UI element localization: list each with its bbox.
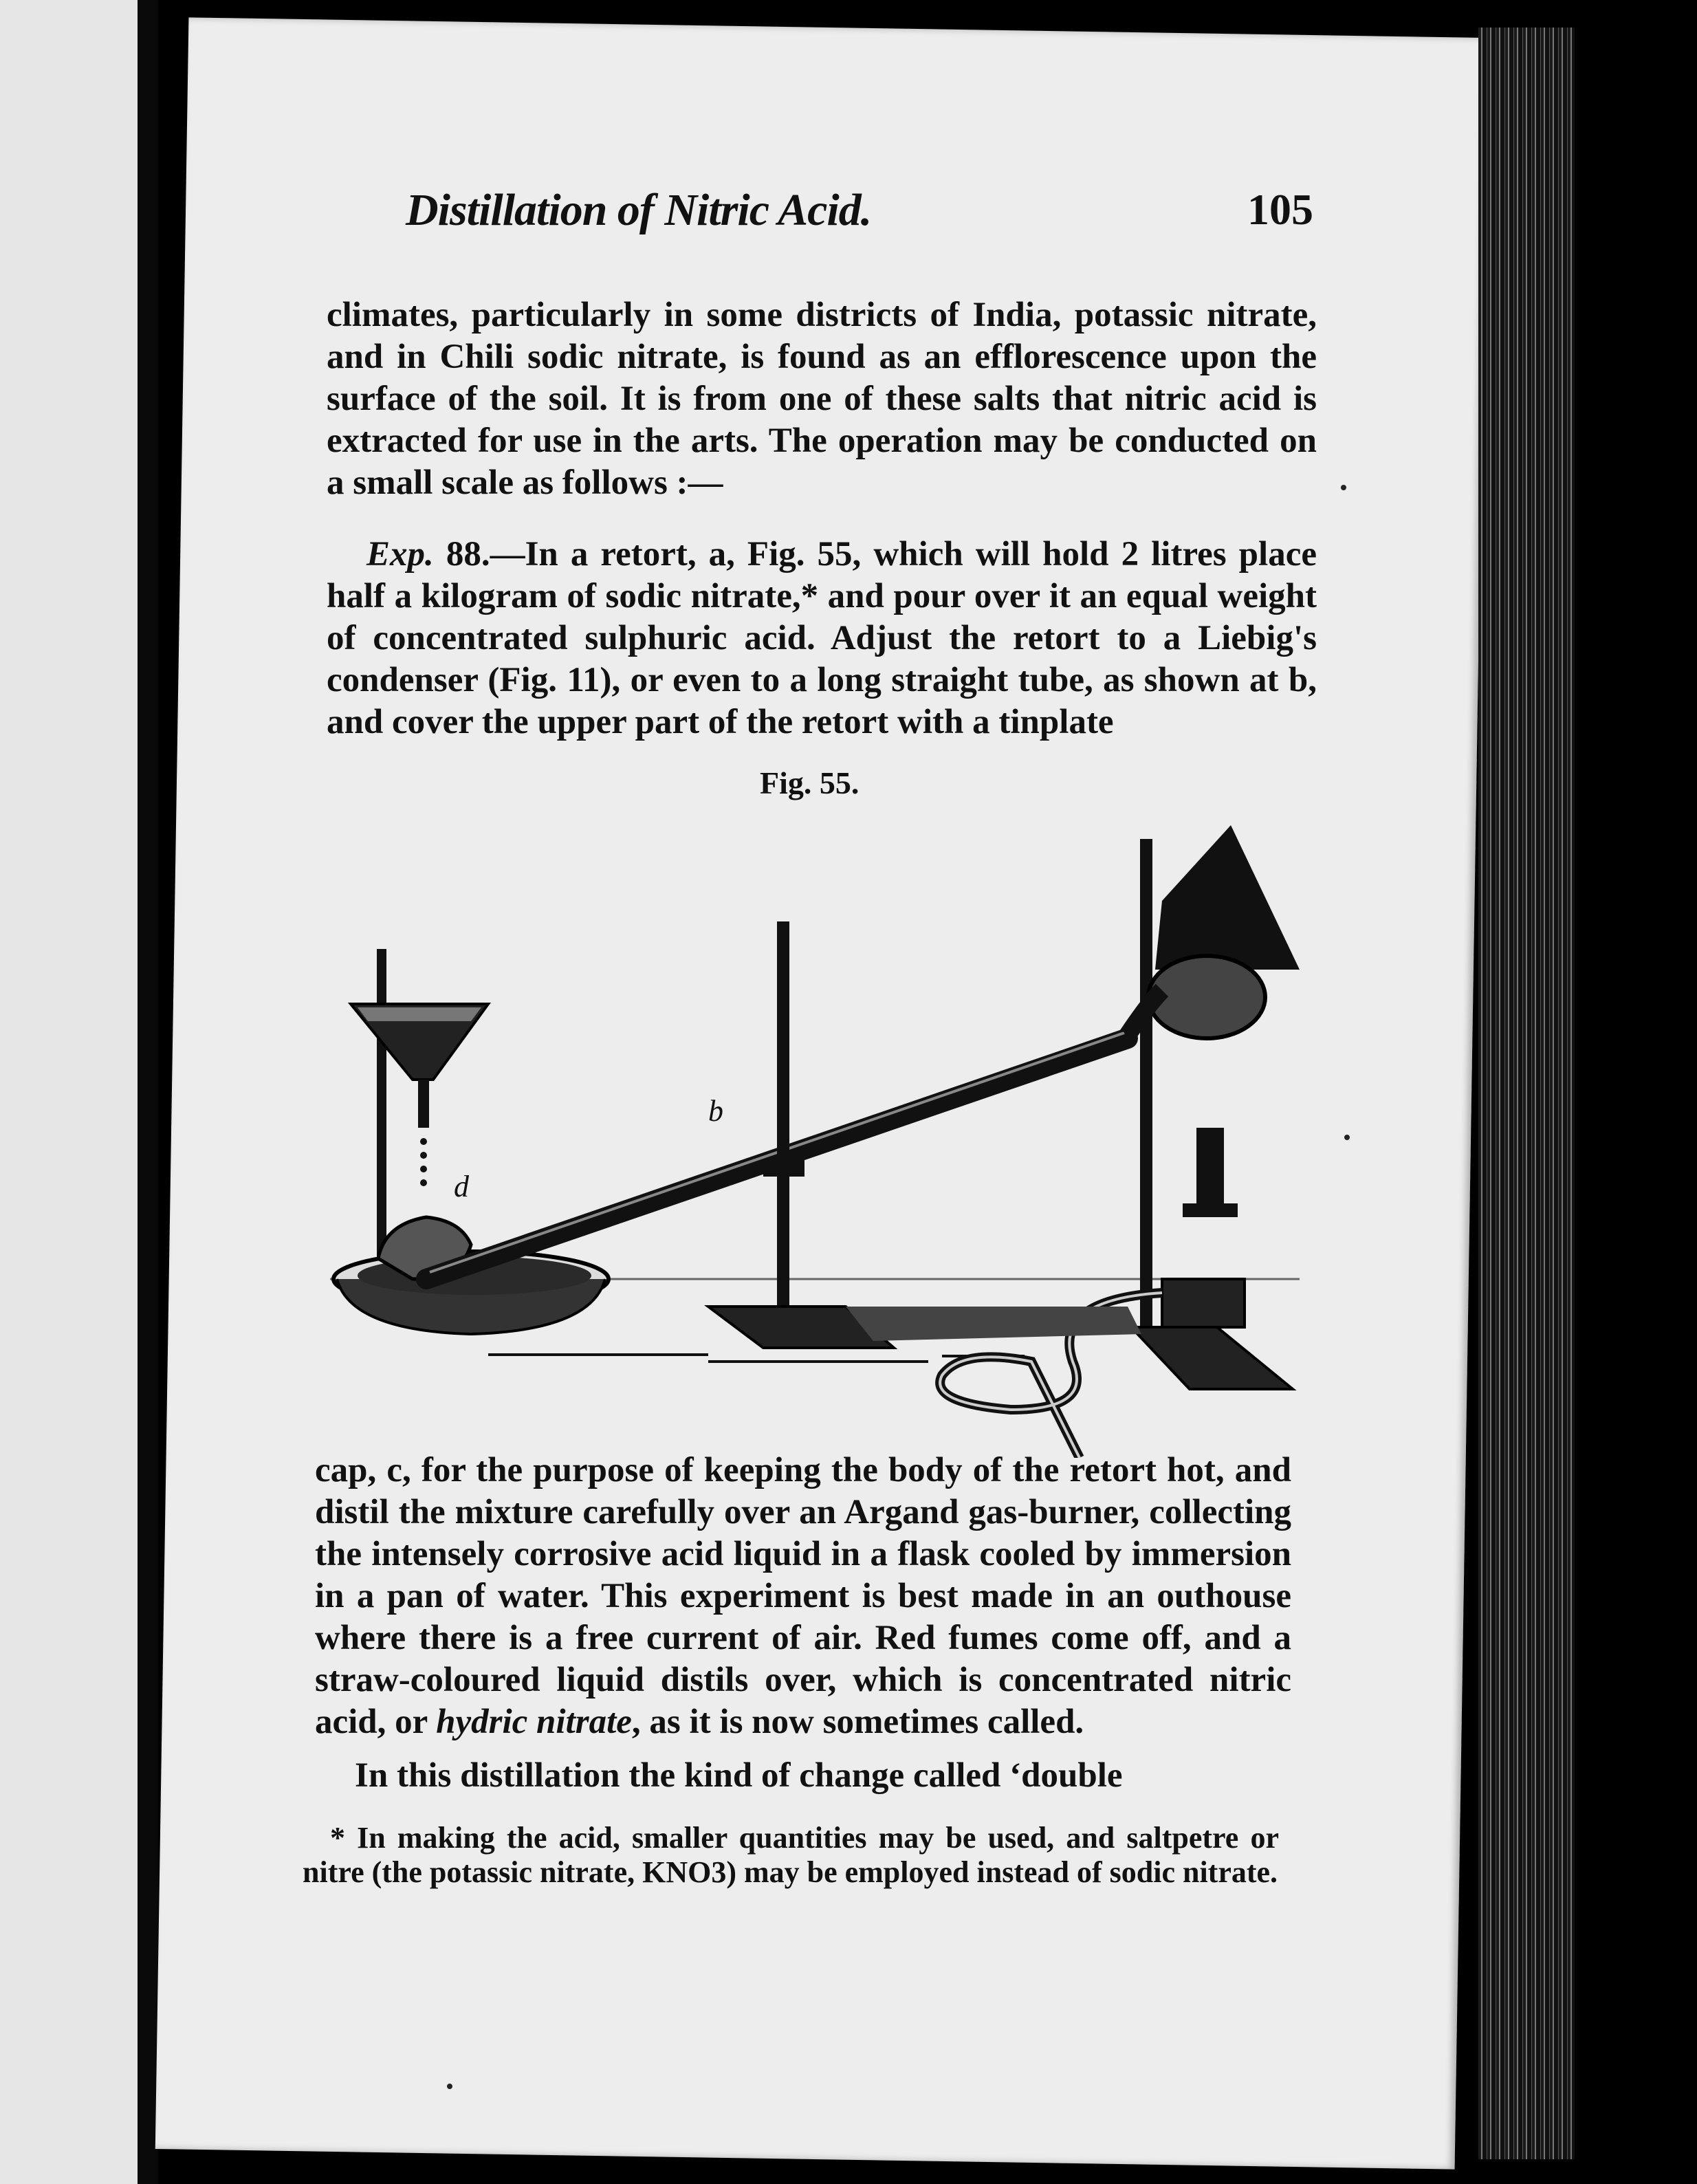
- exp-text: 88.—In a retort, a, Fig. 55, which will hold 2 litres place half a kilogram of sodic nitrate,* and pour over it an equal weight of concentrated sulphuric acid. Adjust the retort to a Liebig's condenser (Fig. 11), or even to a long straight tube, as shown at b, and cover the upper part of the retort with a tinplate: [327, 535, 1317, 741]
- paragraph-3: [315, 1450, 1291, 1743]
- running-header: [406, 184, 1313, 239]
- book-gutter: [138, 0, 158, 2184]
- page-speck: [447, 2084, 452, 2089]
- page-speck: [1341, 485, 1346, 490]
- footnote-text: * In making the acid, smaller quantities may be used, and saltpetre or nitre (the potassic nitrate, KNO3) may be employed instead of sodic nitrate.: [303, 1821, 1279, 1889]
- paragraph-3-text: [315, 1450, 1291, 1743]
- hydric-nitrate-term: hydric nitrate: [436, 1703, 632, 1741]
- page-number: 105: [1247, 185, 1313, 234]
- paragraph-4-text: In this distillation the kind of change called ‘double: [355, 1756, 1123, 1795]
- footnote: [303, 1821, 1279, 1890]
- label-b: b: [708, 1094, 723, 1128]
- apparatus-illustration: [323, 798, 1320, 1458]
- figure-caption: Fig. 55.: [760, 765, 860, 800]
- paragraph-4: [315, 1755, 1291, 1797]
- paragraph-3-part1: cap, c, for the purpose of keeping the body of the retort hot, and distil the mixture carefully over an Argand gas-burner, collecting the intensely corrosive acid liquid in a flask cooled by immersion in a pan of water. This experiment is best made in an outhouse where there is a free current of air. Red fumes come off, and a straw-coloured liquid distils over, which is concentrated nitric acid, or: [315, 1451, 1291, 1741]
- paragraph-2-text: [327, 534, 1317, 743]
- distillation-apparatus-figure: [323, 798, 1320, 1458]
- page-edges: [1478, 28, 1575, 2159]
- paragraph-1: [327, 294, 1317, 504]
- paragraph-2: [327, 534, 1317, 743]
- paragraph-3-part2: , as it is now sometimes called.: [631, 1703, 1084, 1741]
- header-title: Distillation of Nitric Acid.: [406, 185, 872, 235]
- paragraph-1-text: climates, particularly in some districts of India, potassic nitrate, and in Chili sodic nitrate, is found as an efflorescence upon the surface of the soil. It is from one of these salts that nitric acid is extracted for use in the arts. The operation may be conducted on a small scale as follows :—: [327, 296, 1317, 502]
- label-d: d: [454, 1170, 469, 1203]
- exp-label: Exp.: [366, 535, 434, 574]
- page-speck: [1344, 1135, 1350, 1140]
- left-facing-page: [0, 0, 150, 2184]
